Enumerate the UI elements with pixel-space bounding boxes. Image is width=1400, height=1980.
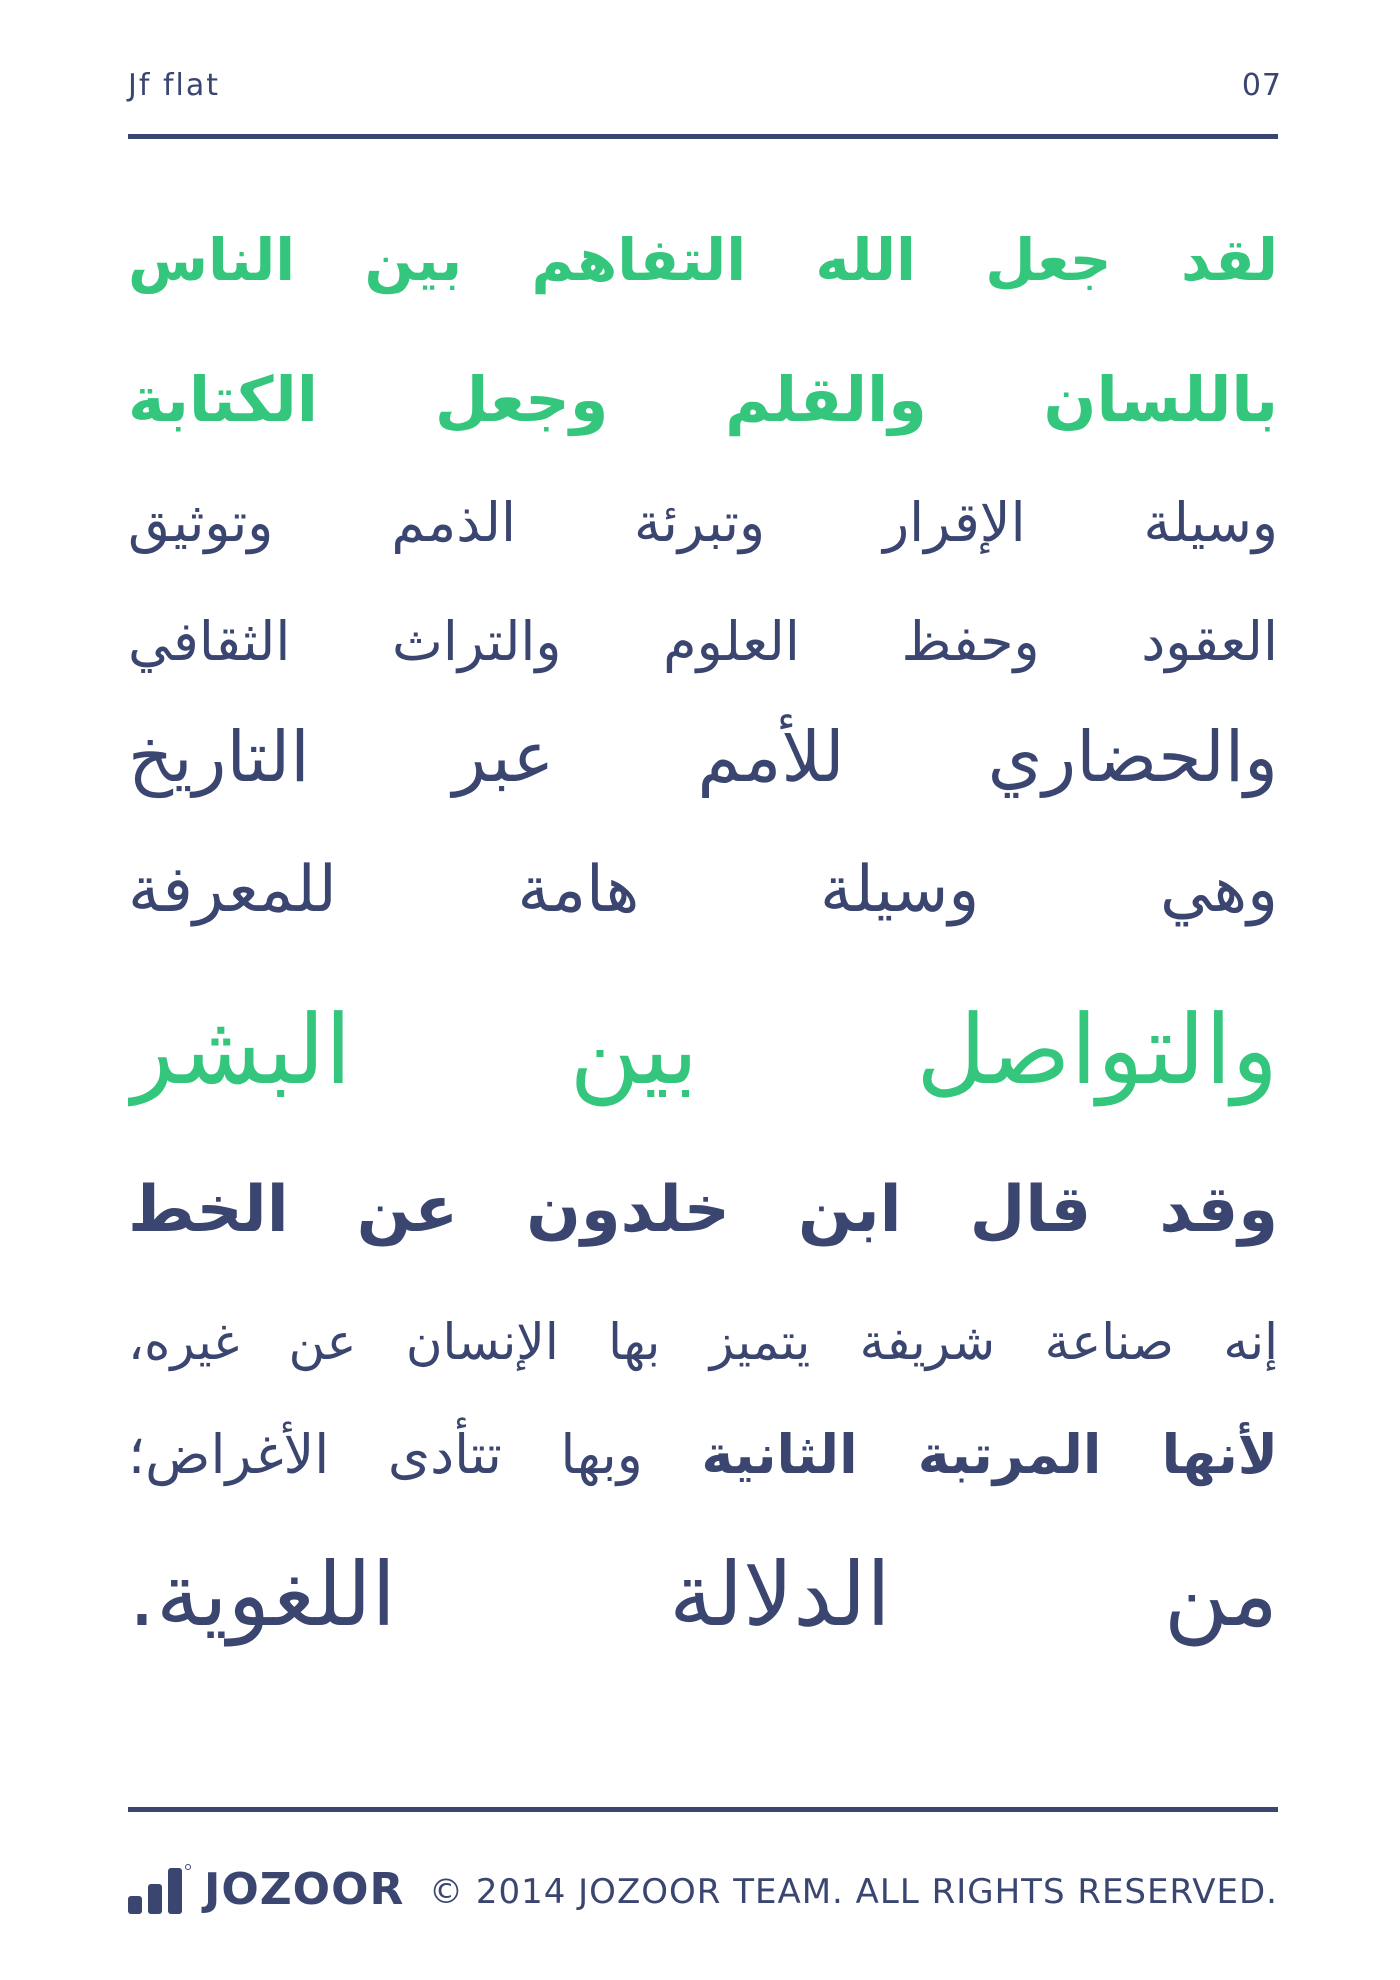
specimen-line-10 bbox=[128, 1410, 1278, 1500]
footer bbox=[128, 1862, 1278, 1922]
specimen-line-2: باللسان والقلم وجعل الكتابة bbox=[128, 363, 1278, 436]
specimen-line-9: إنه صناعة شريفة يتميز بها الإنسان عن غيره، bbox=[128, 1313, 1278, 1371]
specimen-line-11: من الدلالة اللغوية. bbox=[128, 1543, 1278, 1646]
jozoor-logo-text: JOZOOR bbox=[204, 1864, 405, 1915]
specimen-line-8: وقد قال ابن خلدون عن الخط bbox=[128, 1173, 1278, 1247]
jozoor-logo-icon bbox=[128, 1864, 192, 1914]
copyright-notice: © 2014 JOZOOR TEAM. ALL RIGHTS RESERVED. bbox=[429, 1872, 1278, 1912]
top-divider bbox=[128, 134, 1278, 139]
bottom-divider bbox=[128, 1807, 1278, 1812]
specimen-line-4: العقود وحفظ العلوم والتراث الثقافي bbox=[128, 610, 1278, 673]
specimen-line-3: وسيلة الإقرار وتبرئة الذمم وتوثيق bbox=[128, 491, 1278, 554]
specimen-line-5: والحضاري للأمم عبر التاريخ bbox=[128, 716, 1278, 798]
specimen-line-6: وهي وسيلة هامة للمعرفة bbox=[128, 853, 1278, 927]
specimen-line-7: والتواصل بين البشر bbox=[128, 994, 1278, 1106]
font-name-title: Jf flat bbox=[128, 68, 220, 103]
specimen-line-10-light: وبها تتأدى الأغراض؛ bbox=[128, 1423, 643, 1486]
specimen-line-1: لقد جعل الله التفاهم بين الناس bbox=[128, 226, 1278, 294]
specimen-line-10-bold: لأنها المرتبة الثانية bbox=[701, 1423, 1278, 1486]
page-number: 07 bbox=[1241, 68, 1282, 103]
